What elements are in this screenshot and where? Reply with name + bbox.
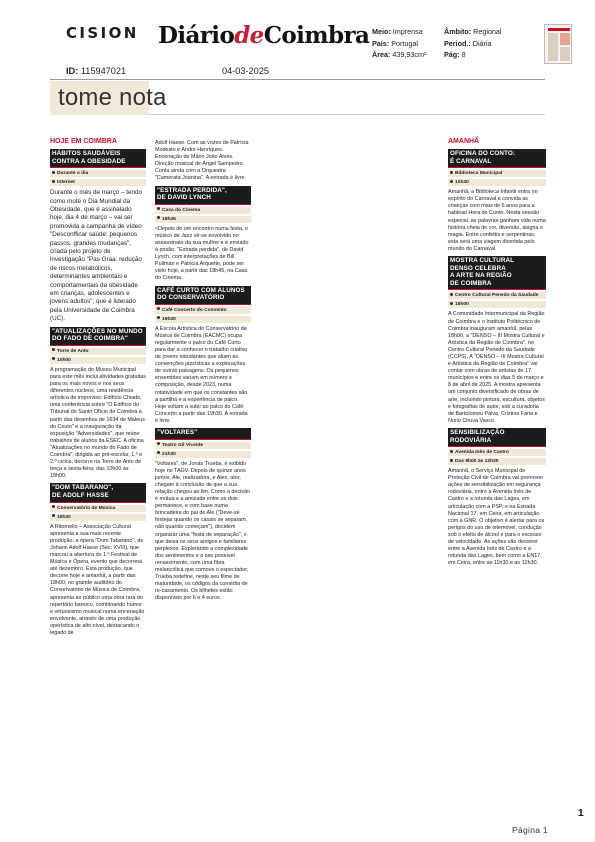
article-headline — [50, 327, 146, 346]
event-tag-text: 21h30 — [162, 451, 176, 457]
section-label: HOJE EM COIMBRA — [50, 138, 117, 145]
section-label: AMANHÃ — [448, 138, 480, 145]
article-headline — [50, 149, 146, 168]
article-id-label: ID: — [66, 66, 79, 76]
meta-row — [372, 26, 426, 38]
page-footer-label: Página 1 — [512, 825, 548, 835]
article-body — [448, 468, 546, 567]
event-tag — [50, 357, 146, 364]
headline-line: "DOM TABARANO", — [52, 484, 114, 492]
bullet-icon — [157, 207, 160, 210]
event-tag — [155, 442, 251, 449]
article — [155, 186, 251, 283]
headline-line: RODOVIÁRIA — [450, 436, 492, 444]
section-title: tome nota — [58, 84, 167, 111]
meta-value: Imprensa — [392, 27, 423, 36]
event-tag-text: 10h00 — [57, 357, 71, 363]
meta-label: Pág: — [444, 50, 460, 59]
meta-label: Área: — [372, 50, 391, 59]
bullet-icon — [450, 450, 453, 453]
bullet-icon — [450, 293, 453, 296]
event-tag-text: Durante o dia — [57, 171, 89, 177]
article — [155, 286, 251, 426]
bullet-icon — [157, 442, 160, 445]
masthead-part-3: Coimbra — [263, 22, 370, 49]
meta-row — [444, 26, 502, 38]
event-tag — [448, 449, 546, 456]
article-headline — [448, 428, 546, 447]
article — [448, 428, 546, 568]
article-headline — [155, 428, 251, 440]
masthead-part-2: de — [234, 22, 264, 49]
event-tag-text: Das 9h00 às 12h30 — [455, 459, 499, 465]
headline-line: DO FADO DE COIMBRA" — [52, 335, 128, 343]
article — [448, 256, 546, 425]
headline-line: DE ADOLF HASSE — [52, 491, 109, 499]
article-body — [155, 226, 251, 283]
column-hoje-continued — [155, 137, 251, 605]
headline-line: DE DAVID LYNCH — [157, 194, 211, 202]
bullet-icon — [157, 316, 160, 319]
masthead-part-1: Diário — [158, 22, 235, 49]
meta-row — [444, 49, 502, 61]
event-tag-text: Centro Cultural Penedo da Saudade — [455, 293, 539, 299]
article-paragraph: Durante o mês de março – tendo como mote o Dia Mundial da Obesidade, que é assinalado hoje, dia 4 de março – vai ser promovida a campanha de vídeo "Desconfficar saúde: pequenos passos, grandes mudanças", criada pelo projeto de investigação "Pas Graa: redução de riscos metabólicos, determinantes ambientais e comportamentais da obesidade em crianças, adolescentes e jovens adultos", que é liderado pela Universidade de Coimbra (UC). — [50, 189, 143, 323]
event-tag — [448, 170, 546, 177]
event-tag — [50, 348, 146, 355]
event-tag-text: Avenida Inês de Castro — [455, 450, 509, 456]
article — [50, 149, 146, 324]
article-body — [155, 326, 251, 425]
bullet-icon — [450, 180, 453, 183]
headline-line: "ESTRADA PERDIDA", — [157, 186, 227, 194]
headline-line: CAFÉ CURTO COM ALUNOS — [157, 286, 245, 294]
section-divider — [149, 114, 545, 115]
meta-row — [444, 38, 502, 50]
bullet-icon — [450, 302, 453, 305]
event-tag — [50, 514, 146, 521]
headline-line: DENSO CELEBRA — [450, 264, 506, 272]
article-paragraph: «Depois de um encontro numa festa, o músico de Jazz vê-se envolvido no assassinato da sua mulher e é enviado à prisão. "Estrada perdida", de David Lynch, com interpretações de Bill Pullman e Patricia Arquette, pode ser visto hoje, a partir das 18h45, na Casa do Cinema. — [155, 225, 249, 282]
article-headline — [448, 149, 546, 168]
event-tag-text: 18h30 — [57, 514, 71, 520]
event-tag-text: 18h00 — [455, 302, 469, 308]
article-id-value: 115947021 — [80, 66, 127, 76]
article-body — [155, 140, 251, 183]
meta-row — [372, 38, 426, 50]
article-headline — [448, 256, 546, 290]
article-paragraph: A programação do Museu Municipal para este mês inclui atividades gratuitas para os mais novos e nos seus diferentes núcleos, uma residência artística de improviso: Edifício Chiado, uma conferência sobre "O Edifício do Tribunal do Santo Ofício de Coimbra a partir das desenhos de 1634 de Mateus do Couto" e a inauguração da exposição "Adversidades", que reúne trabalhos de alunos da ESEC. A oficina "Atualizações no mundo do Fado de Coimbra", dirigida ao pré-escolar, 1.º e 2.º ciclos, decorre na Torre de Anto de terça a sexta-feira, das 10h00 às 18h00. — [50, 366, 146, 480]
meta-label: País: — [372, 38, 390, 48]
bullet-icon — [52, 348, 55, 351]
bullet-icon — [52, 180, 55, 183]
event-tag — [155, 307, 251, 314]
meta-row — [372, 49, 426, 61]
article-body — [448, 311, 546, 425]
article-body — [50, 524, 146, 638]
headline-line: MOSTRA CULTURAL — [450, 257, 515, 265]
event-tag — [155, 216, 251, 223]
event-tag-text: Café Concerto do Convento — [162, 307, 227, 313]
publication-date: 04-03-2025 — [222, 66, 269, 76]
article-body — [50, 367, 146, 481]
headline-line: É CARNAVAL — [450, 157, 492, 165]
article-paragraph: A Comunidade Intermunicipal da Região de Coimbra e o Instituto Politécnico de Coimbra inauguram amanhã, pelas 18h00, a "DENSO – III Mostra Cultural e Artística da Região de Coimbra", no Centro Cultural Penedo da Saudade (CCPS). A "DENSO – III Mostra Cultural e Artística da Região de Coimbra" vai contar com obras de artistas de 17 municípios e entre os dias 5 de março e 8 de abril de 2025. A mostra apresenta um conjunto diversificado de obras de arte, incluindo pintura, escultura, objetos e fotografias de autor, sob a curadoria de Bartolomeu Paiva, Cristina Faria e Nuno Chuva Vasco. — [448, 311, 545, 424]
headline-line: HÁBITOS SAUDÁVEIS — [52, 150, 121, 157]
column-amanha — [448, 137, 546, 570]
meta-value: Regional — [473, 27, 502, 36]
page-thumbnail[interactable] — [544, 24, 572, 64]
article — [50, 327, 146, 481]
headline-line: SENSIBILIZAÇÃO — [450, 428, 505, 436]
article-headline — [50, 483, 146, 502]
event-tag-text: Teatro Gil Vicente — [162, 442, 204, 448]
page-number: 1 — [578, 808, 584, 819]
event-tag — [50, 505, 146, 512]
article-id — [66, 66, 126, 76]
event-tag — [50, 179, 146, 186]
bullet-icon — [52, 514, 55, 517]
event-tag — [448, 458, 546, 465]
headline-line: "VOLTARES" — [157, 429, 198, 436]
article-paragraph: A Ritornello – Associação Cultural apresenta a sua mais recente produção, a ópera "Dom Tabarano", de Johann Adolf Hasse (Séc. XVIII), que marcou a abertura do 1.º Festival de Música e Ópera, evento que decorrerá até dezembro. Esta produção, que decorre hoje e amanhã, a partir das 18h00, no grande auditório do Conservatório de Música de Coimbra, apresenta ao público uma obra rara do repertório barroco, combinando humor e virtuosismo musical numa encenação envolvente, através de uma produção operística de alto nível, destacando o legado de — [50, 523, 145, 636]
bullet-icon — [450, 459, 453, 462]
meta-left — [372, 26, 426, 61]
event-tag-text: 18h45 — [162, 216, 176, 222]
meta-label: Meio: — [372, 27, 391, 36]
headline-line: CONTRA A OBESIDADE — [52, 157, 126, 165]
headline-line: DE COIMBRA — [450, 279, 492, 287]
headline-line: DO CONSERVATÓRIO — [157, 294, 225, 302]
event-tag — [155, 451, 251, 458]
event-tag-text: Biblioteca Municipal — [455, 171, 503, 177]
meta-right — [444, 26, 502, 61]
article — [448, 149, 546, 253]
article — [155, 140, 251, 183]
article — [155, 428, 251, 602]
article-body — [50, 189, 146, 324]
article — [50, 483, 146, 637]
bullet-icon — [52, 505, 55, 508]
bullet-icon — [157, 451, 160, 454]
article-paragraph: Adolf Hasse. Com as vozes de Patrícia Modesto e André Henriques. Encenação de Mário João Alves. Direção musical de Ángel Sampedro. Conta ainda com a Orquestra "Camerata Joanina". A entrada é livre. — [155, 140, 249, 182]
event-tag-text: 19h30 — [162, 316, 176, 322]
meta-value: 439,93cm² — [392, 50, 427, 59]
event-tag — [448, 301, 546, 308]
meta-label: Âmbito: — [444, 27, 472, 36]
event-tag-text: Conservatório de Música — [57, 505, 116, 511]
headline-line: OFICINA DO CONTO: — [450, 150, 516, 157]
article-body — [155, 461, 251, 603]
event-tag-text: Casa do Cinema — [162, 207, 201, 213]
column-hoje — [50, 137, 146, 640]
bullet-icon — [52, 171, 55, 174]
article-headline — [155, 286, 251, 305]
event-tag — [448, 179, 546, 186]
article-paragraph: Amanhã, o Serviço Municipal de Proteção Civil de Coimbra vai promover ações de sensibilização em segurança rodoviária, entre a Avenida Inês de Castro e a rotunda das Lages, em articulação com a PSP, e na Estrada Nacional 17, em Ceira, em articulação com a GNR. O objetivo é alertar para os perigos do uso de telemóvel, condução sob o efeito de álcool e para o excesso de velocidade. As ações vão decorrer entre a Avenida Inês de Castro e a rotunda das Lages, bem como a EN17, em Ceira, entre as 11h30 e as 12h30. — [448, 468, 545, 567]
article-paragraph: Amanhã, a Biblioteca Infantil entra no espírito do Carnaval e convida as crianças com mais de 6 anos para a habitual Hora do Conto. Nesta sessão especial, as palavras ganham vida numa história cheia de cor, diversão, alegria e magia. Entre confettis e serpentinas, esta será uma viagem divertida pelo mundo do Carnaval. — [448, 189, 546, 252]
bullet-icon — [450, 171, 453, 174]
bullet-icon — [52, 357, 55, 360]
masthead-logo — [158, 22, 369, 49]
provider-logo: CISION — [66, 24, 139, 42]
article-headline — [155, 186, 251, 205]
event-tag — [155, 207, 251, 214]
headline-line: "ATUALIZAÇÕES NO MUNDO — [52, 327, 143, 335]
bullet-icon — [157, 216, 160, 219]
meta-value: Portugal — [391, 38, 418, 48]
event-tag-text: Torre de Anto — [57, 348, 89, 354]
article-paragraph: A Escola Artística do Conservatório de Música de Coimbra (EACMC) ocupa regularmente o palco do Café Curto para dar a conhecer o trabalho criativo de jovens estudantes que aliam as convenções jazzísticas a explorações de outras paisagens. Os pequenos ensembles variam em número e composição, desde 2023, numa rotatividade em que os constantes são a partilha e a experiência de palco. Hoje voltam a subir ao palco do Café Concerto a partir das 19h30. A entrada é livre. — [155, 325, 248, 424]
article-paragraph: "Voltares", de Jonás Trueba, é exibido hoje no TAGV. Depois de quinze anos juntos, Ale, realizadora, e Alex, ator, chegam à conclusão de que a sua relação chegou ao fim. Como a decisão é mútua e a amizade entre os dois permanece, e com base numa brincadeira do pai de Ale ("Deve-se festejar quando os casais se separam, não quando começam"), decidem organizar uma "festa de separação", o que deixa os seus amigos e familiares perplexos. Explorando a complexidade dos sentimentos e o seu possível renascimento, com uma fibra melancólica que comove o espectador, Trueba redefine, neste seu filme de maturidade, os códigos da comédia de re-casamento. Os bilhetes estão disponíveis por 6 e 4 euros. — [155, 460, 250, 602]
header-divider — [50, 79, 545, 80]
meta-value: Diária — [472, 38, 492, 48]
article-body — [448, 189, 546, 253]
meta-value: 8 — [461, 50, 466, 59]
event-tag — [155, 316, 251, 323]
meta-label: Period.: — [444, 38, 471, 48]
event-tag — [448, 292, 546, 299]
event-tag-text: 10h30 — [455, 180, 469, 186]
bullet-icon — [157, 307, 160, 310]
headline-line: A ARTE NA REGIÃO — [450, 272, 512, 280]
event-tag — [50, 170, 146, 177]
event-tag-text: Internet — [57, 180, 75, 186]
